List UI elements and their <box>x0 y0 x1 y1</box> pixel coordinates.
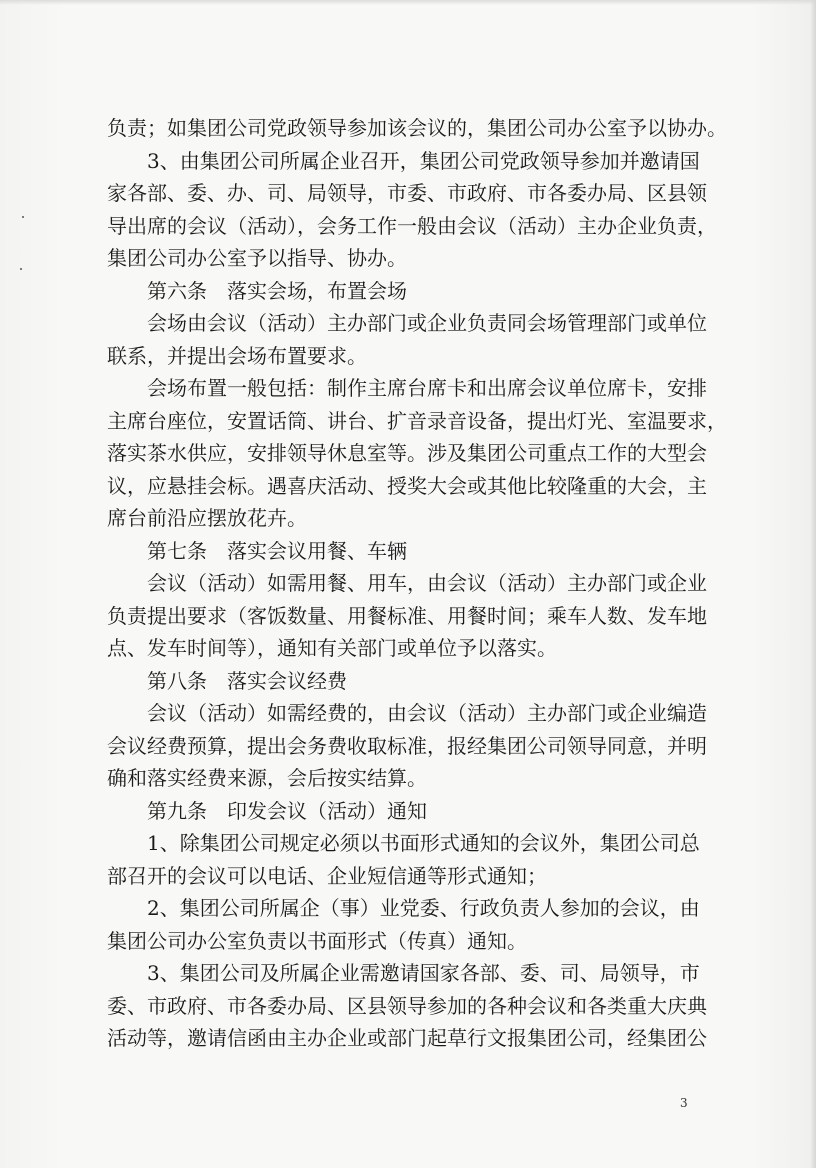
article-title: 落实会议经费 <box>227 668 347 693</box>
article-number: 第八条 <box>147 668 207 693</box>
text-line: 议，应悬挂会标。遇喜庆活动、授奖大会或其他比较隆重的大会，主 <box>107 473 707 498</box>
text-line: 负责；如集团公司党政领导参加该会议的，集团公司办公室予以协办。 <box>107 116 727 140</box>
text-line: 家各部、委、办、司、局领导，市委、市政府、市各委办局、区县领 <box>107 181 707 205</box>
text-line: 1、除集团公司规定必须以书面形式通知的会议外，集团公司总 <box>147 831 700 855</box>
article-heading <box>107 535 690 568</box>
text-line: 点、发车时间等），通知有关部门或单位予以落实。 <box>107 636 557 660</box>
text-line: 主席台座位，安置话筒、讲台、扩音录音设备，提出灯光、室温要求， <box>107 408 727 433</box>
text-line: 3、由集团公司所属企业召开，集团公司党政领导参加并邀请国 <box>147 148 700 173</box>
text-line: 集团公司办公室予以指导、协办。 <box>107 246 407 270</box>
article-number: 第六条 <box>147 278 207 303</box>
article-number: 第九条 <box>147 798 207 823</box>
text-line: 导出席的会议（活动），会务工作一般由会议（活动）主办企业负责， <box>107 213 717 238</box>
text-line: 会场布置一般包括：制作主席台席卡和出席会议单位席卡，安排 <box>147 376 707 400</box>
text-line: 联系，并提出会场布置要求。 <box>107 343 367 368</box>
document-body <box>107 112 727 1055</box>
text-line: 落实茶水供应，安排领导休息室等。涉及集团公司重点工作的大型会 <box>107 441 707 465</box>
page-top-edge <box>0 0 816 5</box>
page-right-edge <box>810 0 816 1168</box>
text-line: 会议（活动）如需用餐、用车，由会议（活动）主办部门或企业 <box>147 571 707 595</box>
scan-speck <box>22 216 24 218</box>
text-line: 2、集团公司所属企（事）业党委、行政负责人参加的会议，由 <box>147 896 700 920</box>
article-heading <box>107 275 690 308</box>
text-line: 负责提出要求（客饭数量、用餐标准、用餐时间；乘车人数、发车地 <box>107 603 707 628</box>
text-line: 3、集团公司及所属企业需邀请国家各部、委、司、局领导，市 <box>147 961 700 985</box>
article-title: 落实会议用餐、车辆 <box>227 538 407 563</box>
article-title: 印发会议（活动）通知 <box>227 798 427 823</box>
scan-speck <box>20 268 22 270</box>
article-number: 第七条 <box>147 538 207 563</box>
article-heading <box>107 665 690 698</box>
text-line: 集团公司办公室负责以书面形式（传真）通知。 <box>107 928 527 953</box>
text-line: 会场由会议（活动）主办部门或企业负责同会场管理部门或单位 <box>147 311 707 335</box>
page-number: 3 <box>680 1096 688 1110</box>
text-line: 活动等，邀请信函由主办企业或部门起草行文报集团公司，经集团公 <box>107 1026 707 1050</box>
text-line: 会议（活动）如需经费的，由会议（活动）主办部门或企业编造 <box>147 701 707 725</box>
article-title: 落实会场，布置会场 <box>227 278 407 303</box>
text-line: 确和落实经费来源，会后按实结算。 <box>107 766 427 790</box>
text-line: 部召开的会议可以电话、企业短信通等形式通知； <box>107 863 547 888</box>
text-line: 委、市政府、市各委办局、区县领导参加的各种会议和各类重大庆典 <box>107 993 707 1018</box>
text-line: 会议经费预算，提出会务费收取标准，报经集团公司领导同意，并明 <box>107 733 707 758</box>
article-heading <box>107 795 690 828</box>
text-line: 席台前沿应摆放花卉。 <box>107 506 307 530</box>
